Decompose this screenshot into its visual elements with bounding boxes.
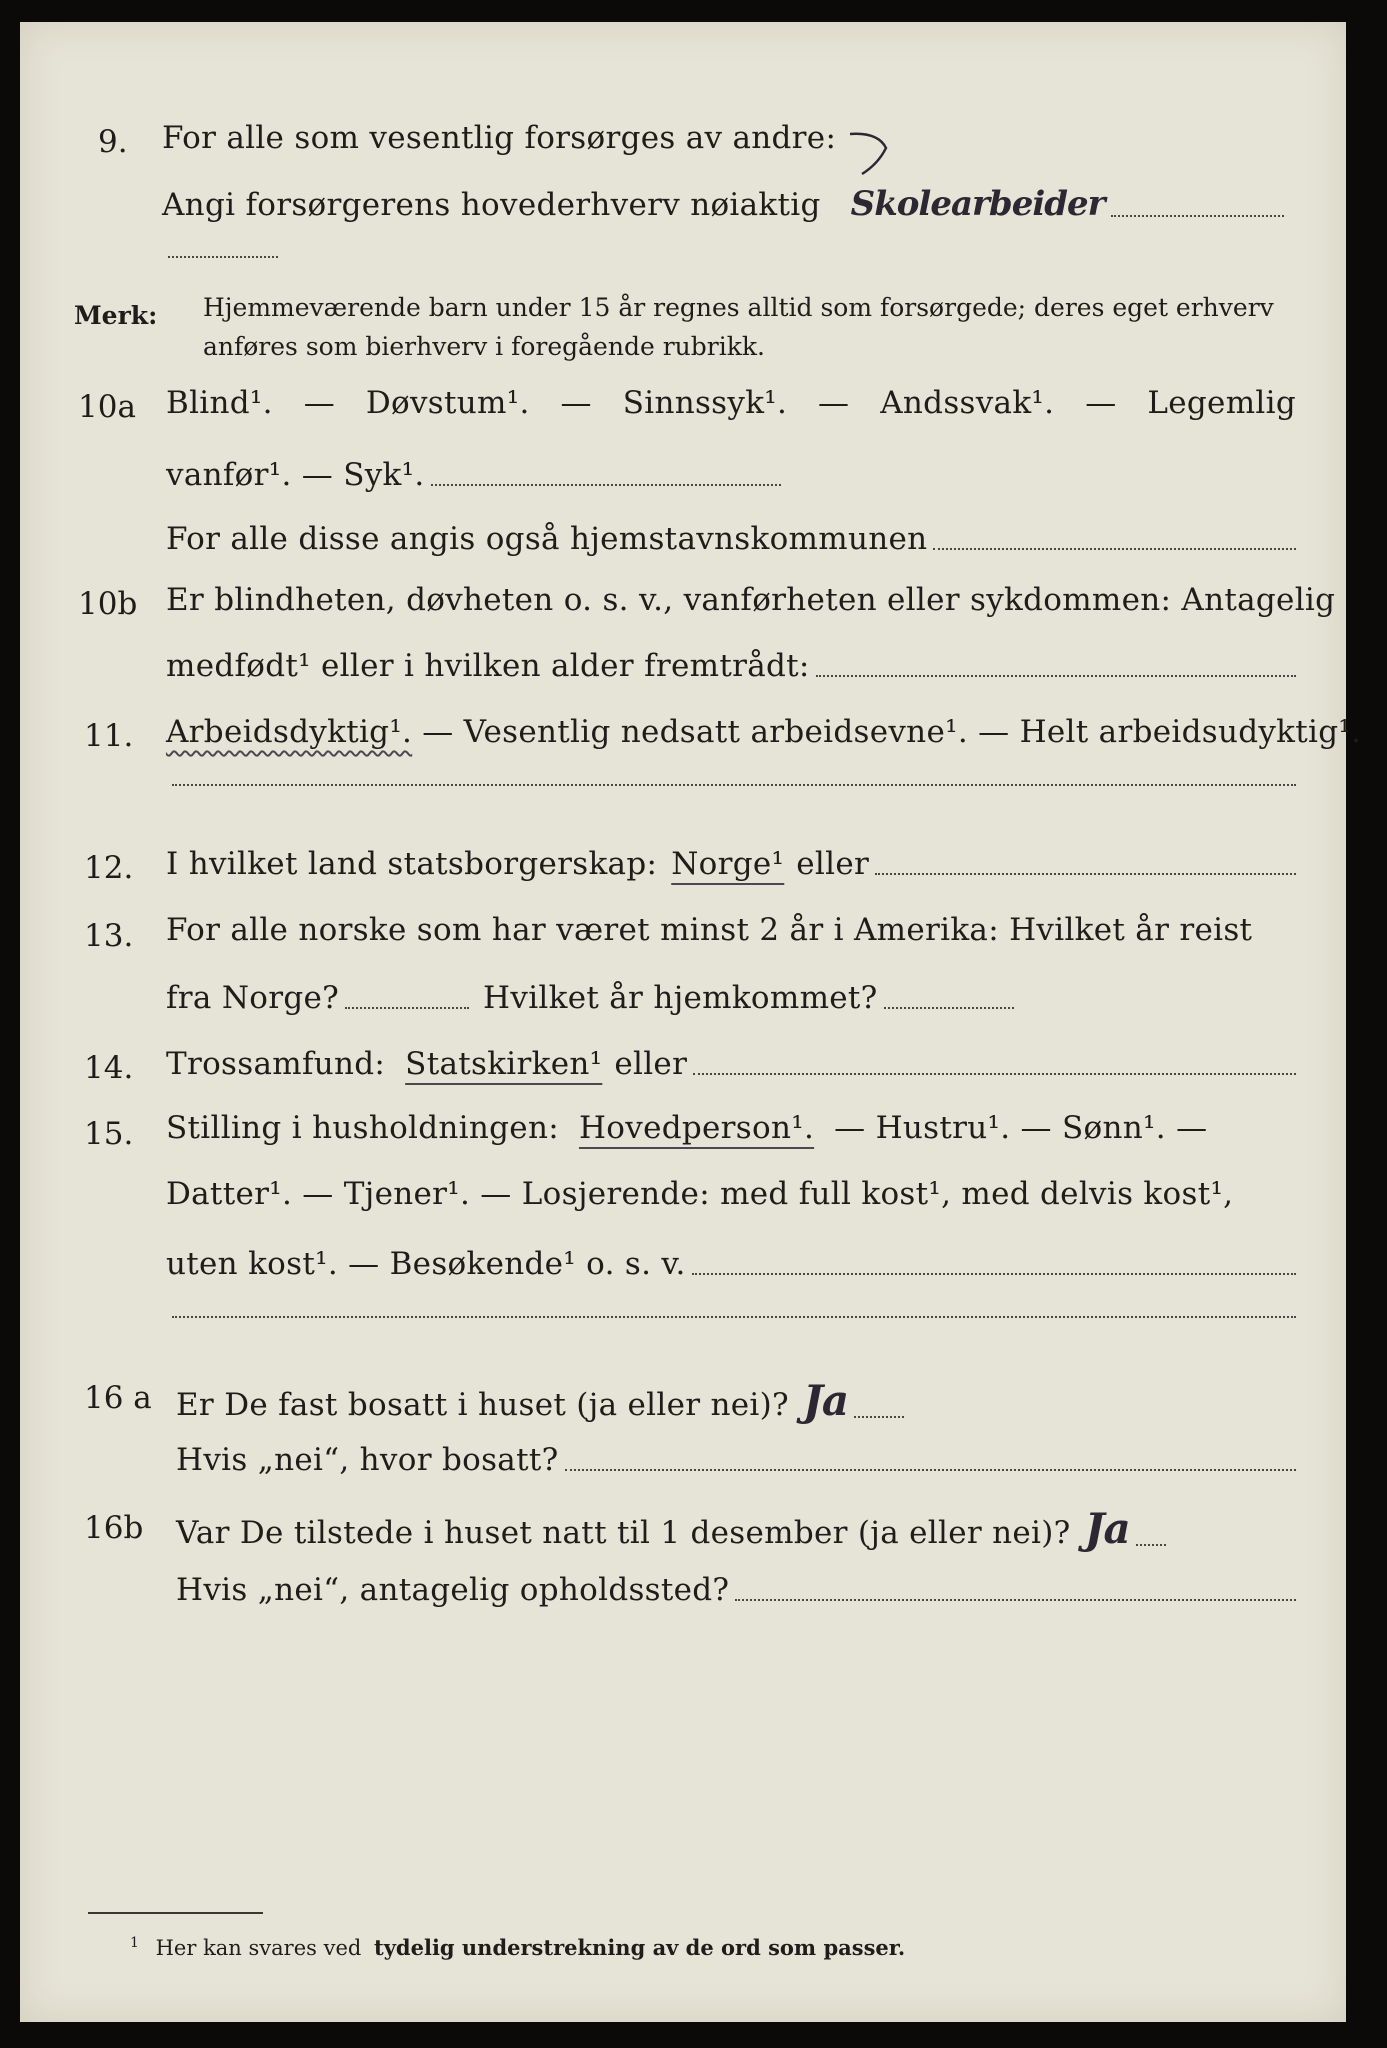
q14-answer-line[interactable]	[693, 1073, 1296, 1075]
note-label: Merk:	[74, 301, 158, 330]
question-number-9: 9.	[98, 124, 128, 160]
q15-text2: Datter¹. — Tjener¹. — Losjerende: med full kost¹, med delvis kost¹,	[166, 1176, 1234, 1212]
q16b-answer-line[interactable]	[1136, 1544, 1166, 1546]
q13-reist-line[interactable]	[345, 1007, 469, 1009]
q11-rest: — Vesentlig nedsatt arbeidsevne¹. — Helt arbeidsudyktig¹.	[422, 714, 1362, 750]
question-number-10a: 10a	[78, 389, 136, 425]
q9-text2: Angi forsørgerens hovederhverv nøiaktig	[162, 187, 821, 223]
q13-hjemkommet-label: Hvilket år hjemkommet?	[483, 980, 878, 1016]
q9-line2	[162, 184, 1284, 224]
q13-line2	[166, 980, 1014, 1016]
footnote	[130, 1935, 905, 1960]
q16b-line2	[176, 1572, 1296, 1608]
q15-line3	[166, 1246, 1296, 1282]
q15-line1	[166, 1110, 1207, 1146]
footnote-text-plain: Her kan svares ved	[155, 1936, 362, 1960]
q13-line1	[166, 912, 1252, 948]
question-number-16b: 16b	[84, 1510, 144, 1546]
census-form-page	[20, 22, 1346, 2022]
dash: —	[1085, 385, 1117, 421]
q16b-text1: Var De tilstede i huset natt til 1 desember (ja eller nei)?	[176, 1515, 1071, 1551]
q11-line1	[166, 714, 1361, 750]
q15-answer-line[interactable]	[692, 1273, 1296, 1275]
option-hovedperson-underlined[interactable]: Hovedperson¹.	[578, 1110, 815, 1146]
q16a-answer-line[interactable]	[854, 1416, 904, 1418]
dash: —	[818, 385, 850, 421]
q16a-line1	[176, 1376, 904, 1425]
option-legemlig[interactable]: Legemlig	[1147, 385, 1296, 421]
q12-line	[166, 846, 1296, 882]
q13-reist-label: fra Norge?	[166, 980, 340, 1016]
q10a-line2	[166, 457, 781, 493]
q15-line4	[166, 1316, 1296, 1325]
question-number-14: 14.	[84, 1050, 134, 1086]
dash: —	[303, 385, 335, 421]
question-number-11: 11.	[84, 718, 134, 754]
q13-hjemkommet-line[interactable]	[884, 1007, 1014, 1009]
bracket-arrow-icon	[848, 128, 893, 188]
q9-answer-handwritten: Skolearbeider	[850, 184, 1105, 224]
note-line2: anføres som bierhverv i foregående rubrikk.	[203, 332, 765, 361]
q16a-line2	[176, 1442, 1296, 1478]
q10b-line2	[166, 648, 1296, 684]
q12-prefix: I hvilket land statsborgerskap:	[166, 846, 658, 882]
q9-line3	[162, 256, 278, 265]
q16b-line1	[176, 1504, 1166, 1553]
q9-extra-answer-line[interactable]	[168, 256, 278, 258]
q13-text1: For alle norske som har været minst 2 år i Amerika: Hvilket år reist	[166, 912, 1253, 948]
q10a-hjemstavn-line[interactable]	[933, 548, 1296, 550]
footnote-rule	[88, 1912, 263, 1914]
option-norge-underlined[interactable]: Norge¹	[671, 846, 785, 882]
q16b-opholdssted-line[interactable]	[735, 1599, 1296, 1601]
q15-extra-answer-line[interactable]	[172, 1316, 1296, 1318]
question-number-13: 13.	[84, 918, 134, 954]
q11-answer-line[interactable]	[172, 784, 1296, 786]
question-number-16a: 16 a	[84, 1380, 152, 1416]
note-line1: Hjemmeværende barn under 15 år regnes alltid som forsørgede; deres eget erhverv	[203, 293, 1274, 322]
footnote-mark: 1	[130, 1935, 139, 1951]
q15-text3: uten kost¹. — Besøkende¹ o. s. v.	[166, 1246, 686, 1282]
q15-prefix: Stilling i husholdningen:	[166, 1110, 559, 1146]
dash: —	[560, 385, 592, 421]
q9-text1: For alle som vesentlig forsørges av andre:	[162, 120, 837, 156]
q15-rest1: — Hustru¹. — Sønn¹. —	[834, 1110, 1208, 1146]
q10a-answer-line[interactable]	[431, 484, 781, 486]
question-number-12: 12.	[84, 850, 134, 886]
option-blind[interactable]: Blind¹.	[166, 385, 273, 421]
question-number-10b: 10b	[78, 586, 138, 622]
q14-suffix: eller	[614, 1046, 688, 1082]
footnote-text-bold: tydelig understrekning av de ord som passer.	[374, 1935, 906, 1960]
q12-answer-line[interactable]	[875, 873, 1296, 875]
q10b-line1	[166, 582, 1335, 618]
q16a-bosatt-line[interactable]	[565, 1469, 1296, 1471]
q14-prefix: Trossamfund:	[166, 1046, 386, 1082]
option-sinnssyk[interactable]: Sinnssyk¹.	[622, 385, 788, 421]
q16a-text2: Hvis „nei“, hvor bosatt?	[176, 1442, 559, 1478]
option-statskirken-underlined[interactable]: Statskirken¹	[405, 1046, 603, 1082]
q9-line1	[162, 120, 836, 156]
q12-suffix: eller	[796, 846, 870, 882]
q9-answer-line[interactable]	[1111, 215, 1284, 217]
q16b-text2: Hvis „nei“, antagelig opholdssted?	[176, 1572, 730, 1608]
q10a-hjemstavn-text: For alle disse angis også hjemstavnskommunen	[166, 521, 928, 557]
q10b-text2: medfødt¹ eller i hvilken alder fremtrådt:	[166, 648, 810, 684]
q16b-answer-handwritten: Ja	[1084, 1504, 1130, 1553]
q10a-line1	[166, 385, 1296, 421]
q16a-text1: Er De fast bosatt i huset (ja eller nei)?	[176, 1387, 789, 1423]
q10b-text1: Er blindheten, døvheten o. s. v., vanførheten eller sykdommen: Antagelig	[166, 582, 1336, 618]
option-andssvak[interactable]: Andssvak¹.	[880, 385, 1055, 421]
q11-line2	[166, 784, 1296, 793]
option-dovstum[interactable]: Døvstum¹.	[365, 385, 530, 421]
q15-line2	[166, 1176, 1233, 1212]
q16a-answer-handwritten: Ja	[802, 1376, 849, 1425]
question-number-15: 15.	[84, 1116, 134, 1152]
q10b-answer-line[interactable]	[816, 675, 1296, 677]
q10a-line3	[166, 521, 1296, 557]
option-vanfor-syk[interactable]: vanfør¹. — Syk¹.	[166, 457, 425, 493]
q14-line	[166, 1046, 1296, 1082]
option-arbeidsdyktig-underlined[interactable]: Arbeidsdyktig¹.	[166, 714, 413, 750]
